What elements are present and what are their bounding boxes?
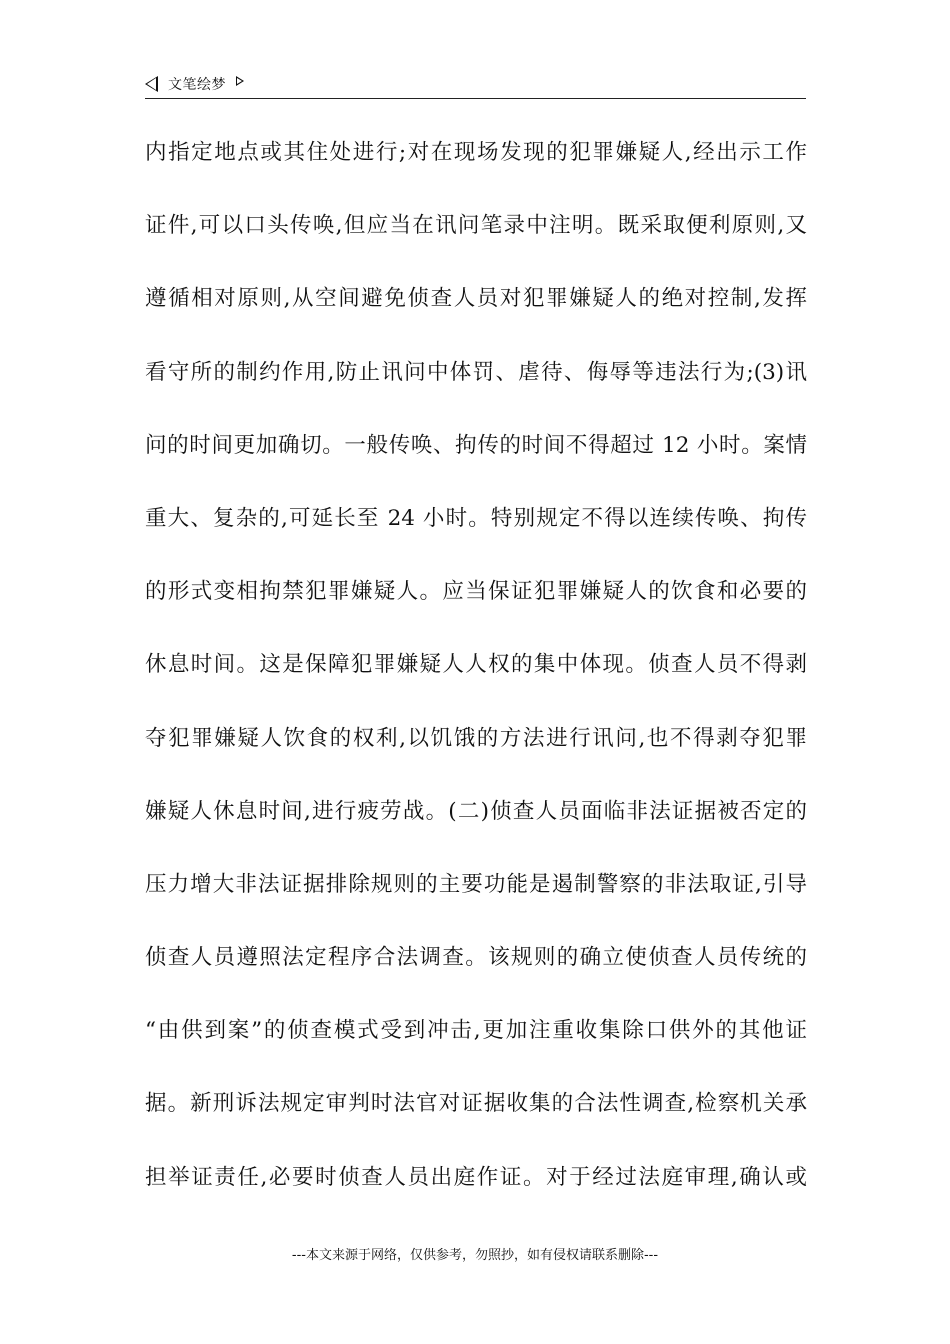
body-line: 证件,可以口头传唤,但应当在讯问笔录中注明。既采取便利原则,又: [145, 213, 807, 239]
body-line: 内指定地点或其住处进行;对在现场发现的犯罪嫌疑人,经出示工作: [145, 140, 807, 165]
body-line: 遵循相对原则,从空间避免侦查人员对犯罪嫌疑人的绝对控制,发挥: [145, 286, 807, 312]
header-brand: 文笔绘梦: [168, 77, 226, 93]
body-line: 看守所的制约作用,防止讯问中体罚、虐待、侮辱等违法行为;(3)讯: [145, 359, 807, 385]
body-line: 的形式变相拘禁犯罪嫌疑人。应当保证犯罪嫌疑人的饮食和必要的: [145, 579, 807, 605]
body-line: 夺犯罪嫌疑人饮食的权利,以饥饿的方法进行讯问,也不得剥夺犯罪: [145, 725, 807, 751]
body-line: 问的时间更加确切。一般传唤、拘传的时间不得超过 12 小时。案情: [145, 432, 807, 458]
body-line: 据。新刑诉法规定审判时法官对证据收集的合法性调查,检察机关承: [145, 1091, 807, 1117]
body-line: 担举证责任,必要时侦查人员出庭作证。对于经过法庭审理,确认或: [145, 1164, 807, 1190]
page-header: [145, 72, 806, 99]
body-line: 休息时间。这是保障犯罪嫌疑人人权的集中体现。侦查人员不得剥: [145, 652, 807, 678]
right-triangle-icon: [236, 76, 244, 86]
footer-disclaimer: ---本文来源于网络，仅供参考，勿照抄，如有侵权请联系删除---: [291, 1248, 659, 1263]
body-line: 侦查人员遵照法定程序合法调查。该规则的确立使侦查人员传统的: [145, 945, 807, 971]
body-line: “由供到案”的侦查模式受到冲击,更加注重收集除口供外的其他证: [145, 1018, 807, 1044]
body-line: 重大、复杂的,可延长至 24 小时。特别规定不得以连续传唤、拘传: [145, 505, 807, 531]
body-line: 压力增大非法证据排除规则的主要功能是遏制警察的非法取证,引导: [145, 871, 807, 897]
document-body: [145, 132, 807, 1230]
left-triangle-icon: [145, 76, 158, 92]
header-brand-group: [145, 72, 244, 96]
body-line: 嫌疑人休息时间,进行疲劳战。(二)侦查人员面临非法证据被否定的: [145, 798, 807, 824]
